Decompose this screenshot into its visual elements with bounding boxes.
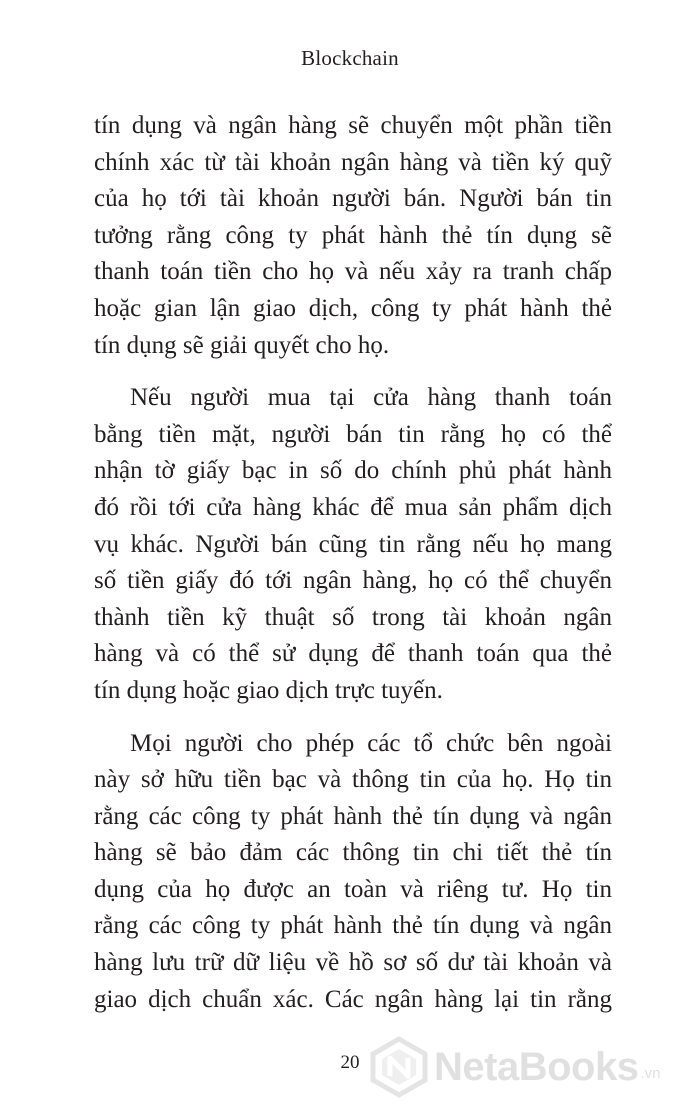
- text-line: nhận tờ giấy bạc in số do chính phủ phát hành: [94, 457, 612, 485]
- text-line: tín dụng sẽ giải quyết cho họ.: [94, 331, 390, 359]
- text-line: Mọi người cho phép các tổ chức bên ngoài: [130, 729, 612, 757]
- text-line: rằng các công ty phát hành thẻ tín dụng và ngân: [94, 912, 612, 940]
- watermark-suffix: .vn: [640, 1065, 661, 1082]
- text-line: này sở hữu tiền bạc và thông tin của họ. Họ tin: [94, 766, 612, 794]
- watermark: [368, 1032, 688, 1102]
- text-line: giao dịch chuẩn xác. Các ngân hàng lại tin rằng: [94, 985, 612, 1013]
- text-line: hàng sẽ bảo đảm các thông tin chi tiết thẻ tín: [94, 839, 612, 867]
- page-number: 20: [340, 1052, 360, 1073]
- paragraph: [94, 380, 612, 709]
- text-line: bằng tiền mặt, người bán tin rằng họ có thể: [94, 420, 612, 448]
- text-line: hoặc gian lận giao dịch, công ty phát hành thẻ: [94, 294, 612, 322]
- text-line: dụng của họ được an toàn và riêng tư. Họ tin: [94, 875, 612, 903]
- text-line: tín dụng hoặc giao dịch trực tuyến.: [94, 676, 443, 704]
- text-line: số tiền giấy đó tới ngân hàng, họ có thể chuyển: [94, 567, 612, 595]
- text-line: của họ tới tài khoản người bán. Người bán tin: [94, 185, 612, 213]
- netabooks-logo-icon: [368, 1036, 430, 1098]
- paragraph: [94, 108, 612, 364]
- body-text: [94, 108, 612, 1018]
- running-title: Blockchain: [301, 46, 399, 70]
- watermark-brand: NetaBooks: [434, 1044, 639, 1089]
- text-line: thanh toán tiền cho họ và nếu xảy ra tranh chấp: [94, 258, 612, 286]
- text-line: hàng và có thể sử dụng để thanh toán qua thẻ: [94, 640, 612, 668]
- text-line: tưởng rằng công ty phát hành thẻ tín dụng sẽ: [94, 221, 612, 249]
- text-line: tín dụng và ngân hàng sẽ chuyển một phần tiền: [94, 112, 612, 139]
- text-line: rằng các công ty phát hành thẻ tín dụng và ngân: [94, 802, 612, 830]
- text-line: Nếu người mua tại cửa hàng thanh toán: [130, 384, 612, 412]
- text-line: hàng lưu trữ dữ liệu về hồ sơ số dư tài khoản và: [94, 949, 612, 977]
- text-line: vụ khác. Người bán cũng tin rằng nếu họ mang: [94, 530, 612, 558]
- paragraph: [94, 726, 612, 1019]
- text-line: thành tiền kỹ thuật số trong tài khoản ngân: [94, 603, 612, 631]
- text-line: chính xác từ tài khoản ngân hàng và tiền ký quỹ: [94, 148, 612, 176]
- text-line: đó rồi tới cửa hàng khác để mua sản phẩm dịch: [94, 493, 612, 521]
